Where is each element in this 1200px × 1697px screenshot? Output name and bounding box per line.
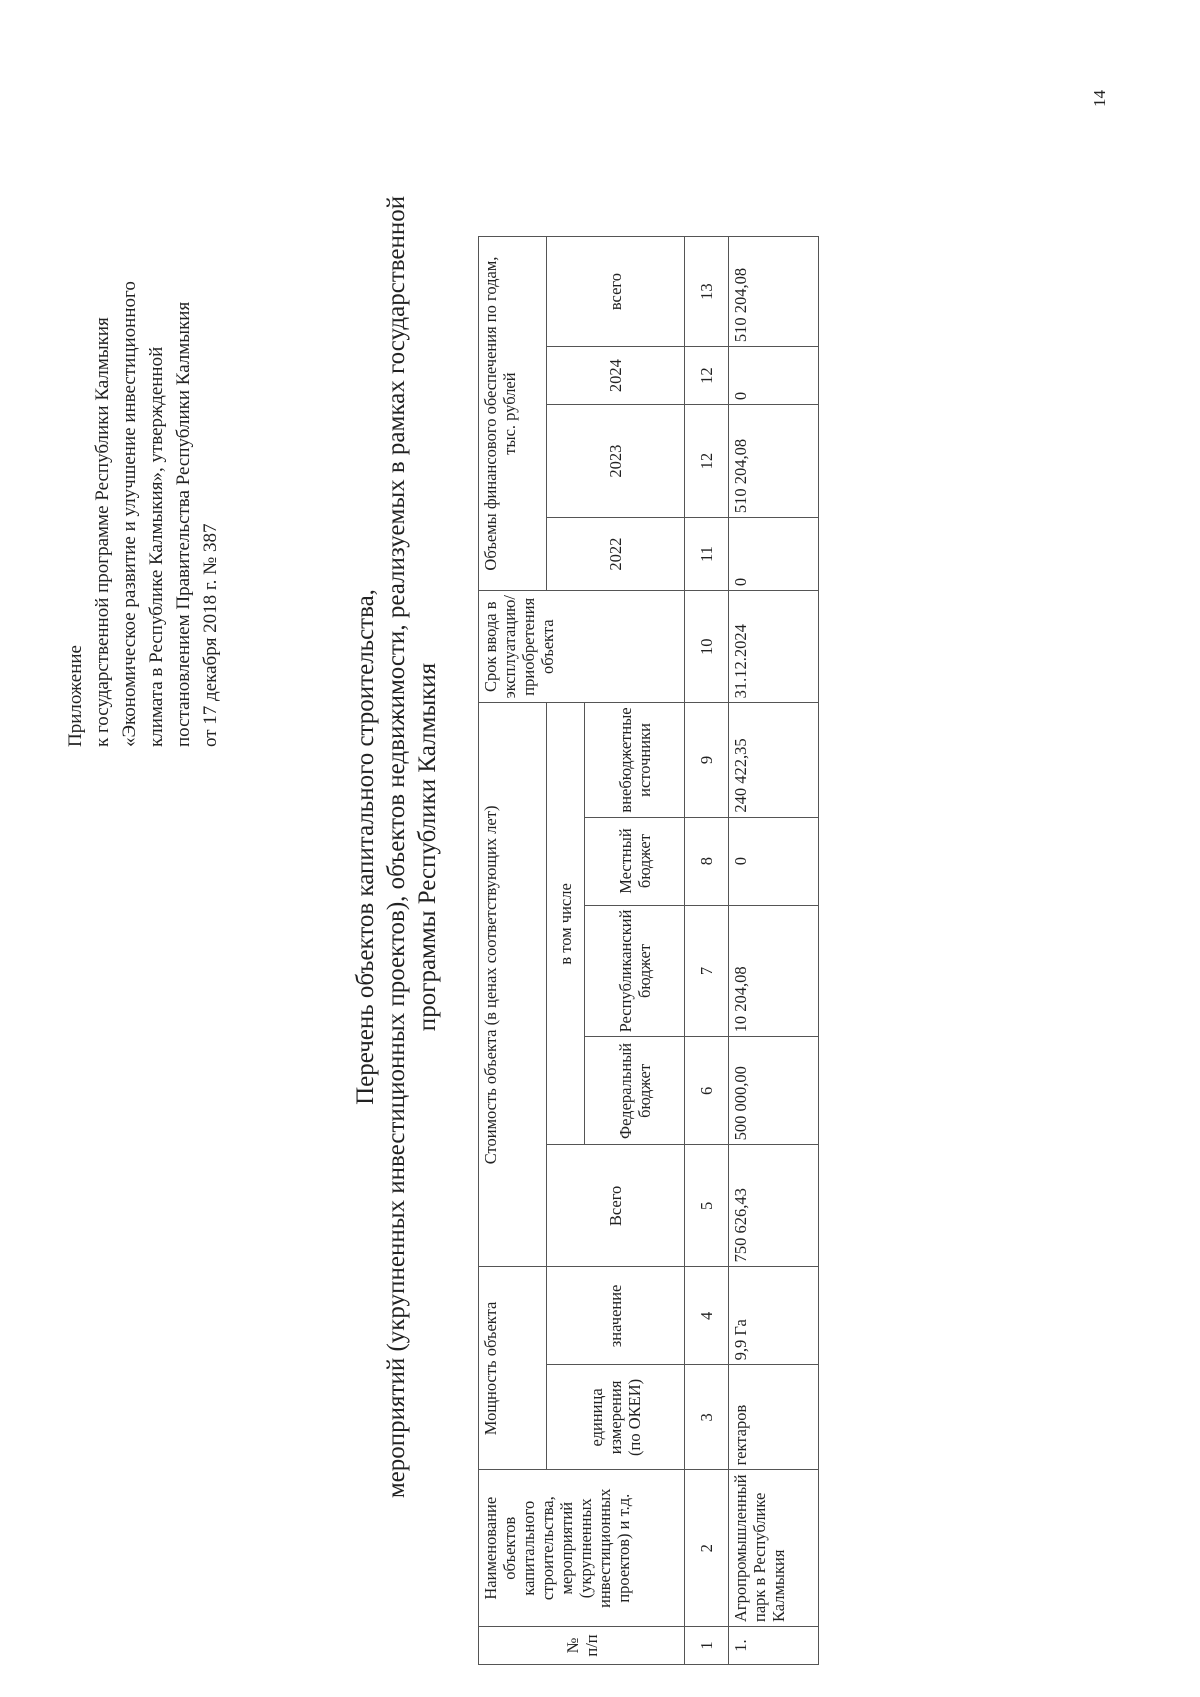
header-including: в том числе [547,703,585,1145]
column-number: 6 [685,1037,729,1145]
cell-all: 510 204,08 [729,237,819,347]
cell-deadline: 31.12.2024 [729,591,819,703]
table-row [729,237,819,1665]
header-all: всего [547,237,685,347]
cell-2024: 0 [729,347,819,405]
header-unit: единица измерения (по ОКЕИ) [547,1365,685,1470]
header-total: Всего [547,1145,685,1267]
cell-num: 1. [729,1627,819,1665]
header-funding: Объемы финансового обеспечения по годам, тыс. рублей [479,237,547,591]
column-number: 8 [685,817,729,905]
cell-republican: 10 204,08 [729,905,819,1037]
header-num: № п/п [479,1627,685,1665]
header-deadline: Срок ввода в эксплуатацию/приобретения объекта [479,591,685,703]
column-number: 12 [685,347,729,405]
header-republican: Республиканский бюджет [585,905,685,1037]
document-title [350,137,443,1557]
cell-federal: 500 000,00 [729,1037,819,1145]
appendix-line: к государственной программе Республики Калмыкия [92,317,113,747]
title-line: программы Республики Калмыкия [414,662,441,1032]
header-federal: Федеральный бюджет [585,1037,685,1145]
cell-offbudget: 240 422,35 [729,703,819,817]
appendix-line: от 17 декабря 2018 г. № 387 [200,523,221,747]
column-number: 13 [685,237,729,347]
cell-unit: гектаров [729,1365,819,1470]
column-number: 7 [685,905,729,1037]
column-number: 11 [685,518,729,591]
title-line: мероприятий (укрупненных инвестиционных проектов), объектов недвижимости, реализуемых в рамках государственной [383,195,410,1499]
appendix-line: климата в Республике Калмыкия», утвержденной [146,346,167,747]
header-name: Наименование объектов капитального строительства, мероприятий (укрупненных инвестиционных проектов) и т.д. [479,1470,685,1627]
column-number: 4 [685,1267,729,1365]
column-number: 3 [685,1365,729,1470]
appendix-line: Приложение [65,645,86,747]
header-2023: 2023 [547,405,685,518]
appendix-note [62,281,224,747]
column-number: 10 [685,591,729,703]
cell-value: 9,9 Га [729,1267,819,1365]
cell-2022: 0 [729,518,819,591]
cell-local: 0 [729,817,819,905]
page-number: 14 [1090,90,1109,107]
title-line: Перечень объектов капитального строительства, [352,589,379,1105]
column-number: 1 [685,1627,729,1665]
cell-2023: 510 204,08 [729,405,819,518]
column-number: 9 [685,703,729,817]
column-number: 12 [685,405,729,518]
header-local: Местный бюджет [585,817,685,905]
header-2024: 2024 [547,347,685,405]
header-offbudget: внебюджетные источники [585,703,685,817]
cell-total: 750 626,43 [729,1145,819,1267]
appendix-line: постановлением Правительства Республики Калмыкия [173,301,194,747]
column-number: 5 [685,1145,729,1267]
column-number: 2 [685,1470,729,1627]
header-capacity: Мощность объекта [479,1267,547,1470]
appendix-line: «Экономическое развитие и улучшение инвестиционного [119,281,140,747]
header-cost: Стоимость объекта (в ценах соответствующих лет) [479,703,547,1267]
objects-table [478,236,819,1665]
header-value: значение [547,1267,685,1365]
cell-name: Агропромышленный парк в Республике Калмыкия [729,1470,819,1627]
header-2022: 2022 [547,518,685,591]
